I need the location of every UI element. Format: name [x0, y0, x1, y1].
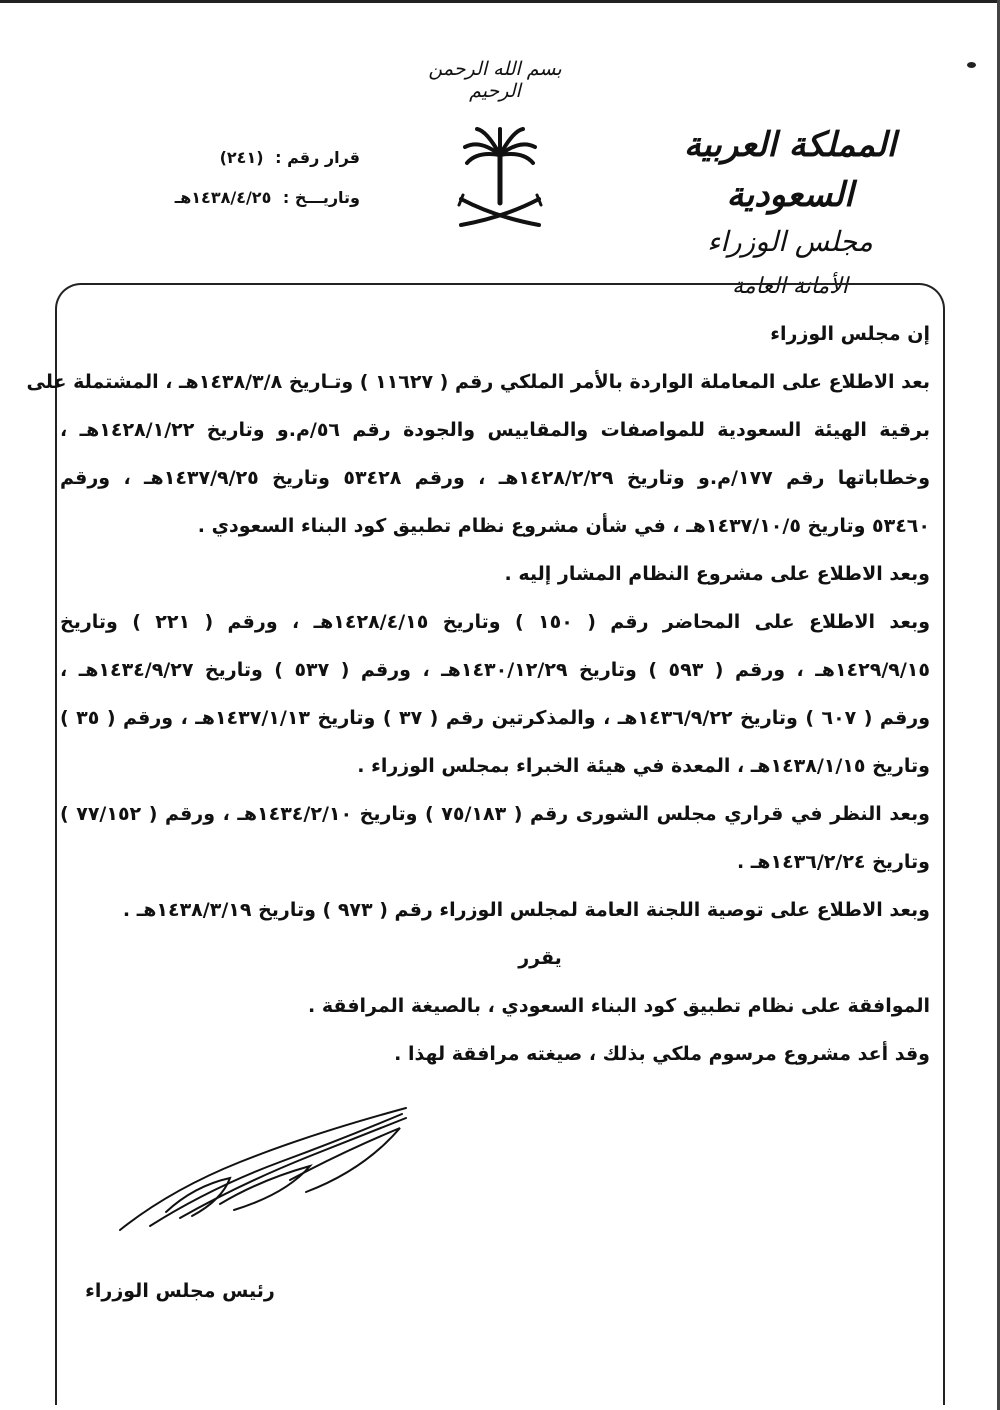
- body-line: وبعد الاطلاع على توصية اللجنة العامة لمجلس الوزراء رقم ( ٩٧٣ ) وتاريخ ١٤٣٨/٣/١٩هـ .: [122, 899, 930, 921]
- decision-date-row: [110, 178, 360, 218]
- letterhead-country: المملكة العربية السعودية: [683, 125, 897, 215]
- scan-speck: [967, 62, 976, 68]
- body-line: وقد أعد مشروع مرسوم ملكي بذلك ، صيغته مرافقة لهذا .: [394, 1043, 930, 1065]
- letterhead-secretariat: الأمانة العامة: [732, 274, 848, 299]
- decision-meta: [110, 138, 360, 218]
- letterhead: [640, 120, 940, 310]
- handwritten-signature: [110, 1100, 410, 1240]
- signer-title: رئيس مجلس الوزراء: [85, 1280, 275, 1302]
- body-line: ورقم ( ٦٠٧ ) وتاريخ ١٤٣٦/٩/٢٢هـ ، والمذكرتين رقم ( ٣٧ ) وتاريخ ١٤٣٧/١/١٣هـ ، ورقم ( ٣٥ ): [60, 707, 931, 729]
- body-line: ٥٣٤٦٠ وتاريخ ١٤٣٧/١٠/٥هـ ، في شأن مشروع نظام تطبيق كود البناء السعودي .: [197, 515, 930, 537]
- body-line: وبعد الاطلاع على المحاضر رقم ( ١٥٠ ) وتاريخ ١٤٢٨/٤/١٥هـ ، ورقم ( ٢٢١ ) وتاريخ: [60, 611, 931, 633]
- body-line: برقية الهيئة السعودية للمواصفات والمقاييس والجودة رقم ٥٦/م.و وتاريخ ١٤٢٨/١/٢٢هـ ،: [60, 419, 930, 441]
- decision-date-value: ١٤٣٨/٤/٢٥هـ: [174, 188, 272, 207]
- page-border-top: [0, 0, 1000, 3]
- palm-and-swords-emblem-icon: [455, 125, 545, 235]
- body-line: إن مجلس الوزراء: [770, 323, 930, 345]
- decision-number-value: (٢٤١): [219, 148, 264, 167]
- body-line: وخطاباتها رقم ١٧٧/م.و وتاريخ ١٤٢٨/٢/٢٩هـ ، ورقم ٥٣٤٢٨ وتاريخ ١٤٣٧/٩/٢٥هـ ، ورقم: [60, 467, 931, 489]
- decision-body: [26, 310, 931, 1078]
- body-line: وتاريخ ١٤٣٨/١/١٥هـ ، المعدة في هيئة الخبراء بمجلس الوزراء .: [357, 755, 930, 777]
- body-line: ١٤٢٩/٩/١٥هـ ، ورقم ( ٥٩٣ ) وتاريخ ١٤٣٠/١٢/٢٩هـ ، ورقم ( ٥٣٧ ) وتاريخ ١٤٣٤/٩/٢٧هـ ،: [60, 659, 930, 681]
- body-line: وتاريخ ١٤٣٦/٢/٢٤هـ .: [736, 851, 930, 873]
- body-line: وبعد الاطلاع على مشروع النظام المشار إليه .: [504, 563, 930, 585]
- decision-number-label: قرار رقم :: [275, 148, 360, 167]
- decision-number-row: [110, 138, 360, 178]
- decision-date-label: وتاريـــخ :: [282, 188, 360, 207]
- body-line: وبعد النظر في قراري مجلس الشورى رقم ( ٧٥/١٨٣ ) وتاريخ ١٤٣٤/٢/١٠هـ ، ورقم ( ٧٧/١٥٢ ): [60, 803, 930, 825]
- basmala: بسم الله الرحمن الرحيم: [428, 58, 562, 102]
- resolution-heading: يقرر: [518, 947, 562, 969]
- body-line: بعد الاطلاع على المعاملة الواردة بالأمر الملكي رقم ( ١١٦٢٧ ) وتـاريخ ١٤٣٨/٣/٨هـ ، المشتملة على: [26, 371, 930, 393]
- body-line: الموافقة على نظام تطبيق كود البناء السعودي ، بالصيغة المرافقة .: [308, 995, 930, 1017]
- letterhead-council: مجلس الوزراء: [707, 225, 873, 258]
